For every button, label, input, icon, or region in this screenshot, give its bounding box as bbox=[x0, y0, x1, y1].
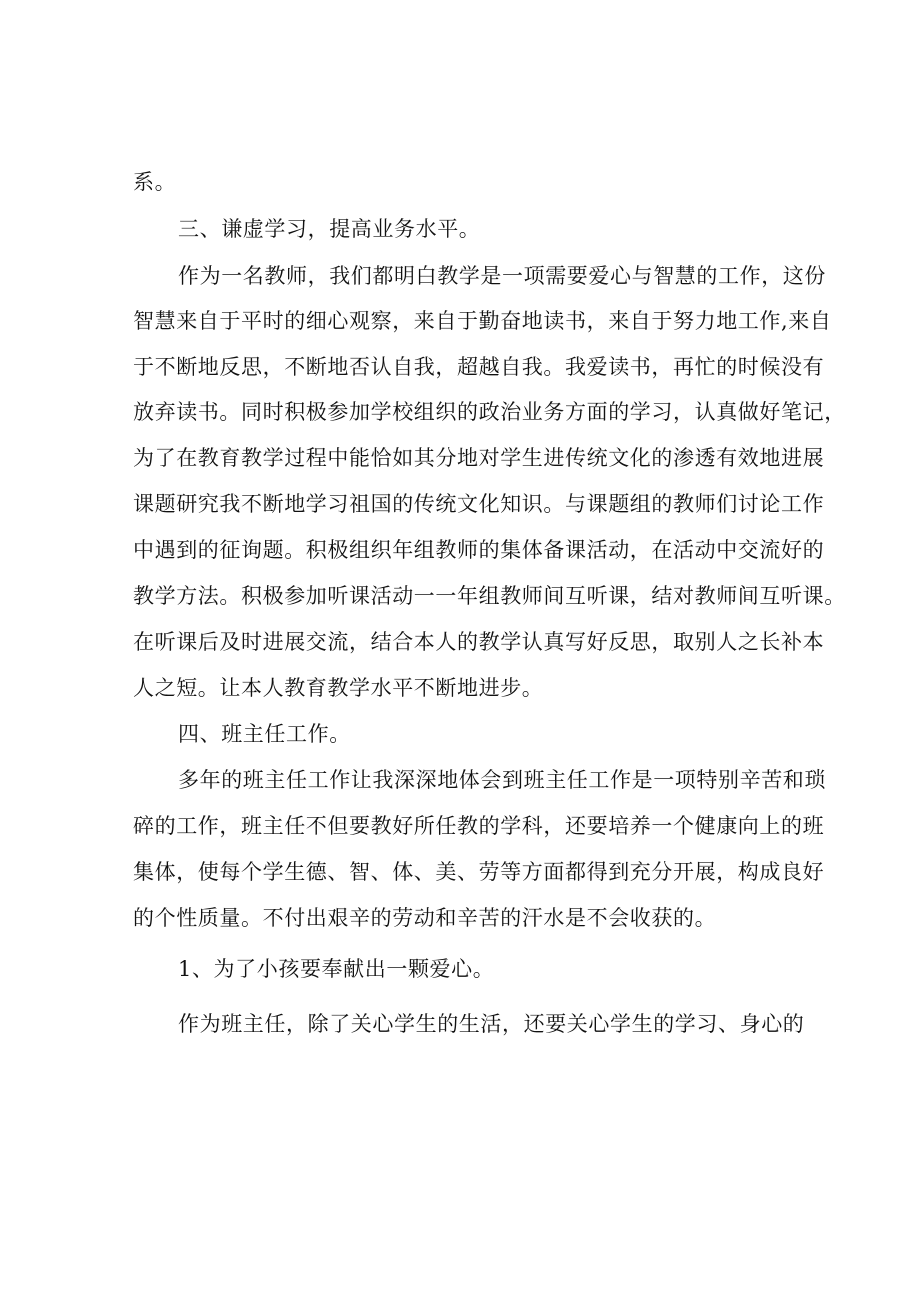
paragraph-line: 智慧来自于平时的细心观察，来自于勤奋地读书，来自于努力地工作,来自 bbox=[133, 309, 832, 333]
paragraph-line: 于不断地反思，不断地否认自我，超越自我。我爱读书，再忙的时候没有 bbox=[133, 355, 825, 379]
paragraph-line: 作为一名教师，我们都明白教学是一项需要爱心与智慧的工作，这份 bbox=[178, 264, 826, 288]
paragraph-line: 的个性质量。不付出艰辛的劳动和辛苦的汗水是不会收获的。 bbox=[133, 906, 717, 930]
section-heading-3: 三、谦虚学习，提高业务水平。 bbox=[178, 217, 481, 241]
paragraph-line: 课题研究我不断地学习祖国的传统文化知识。与课题组的教师们讨论工作 bbox=[133, 492, 825, 516]
paragraph-line: 在听课后及时进展交流，结合本人的教学认真写好反思，取别人之长补本 bbox=[133, 630, 825, 654]
paragraph-line: 作为班主任，除了关心学生的生活，还要关心学生的学习、身心的 bbox=[178, 1012, 805, 1036]
paragraph-line: 放弃读书。同时积极参加学校组织的政治业务方面的学习，认真做好笔记， bbox=[133, 400, 846, 424]
subsection-heading-1: 1、为了小孩要奉献出一颗爱心。 bbox=[178, 957, 495, 981]
paragraph-line: 中遇到的征询题。积极组织年组教师的集体备课活动，在活动中交流好的 bbox=[133, 538, 825, 562]
paragraph-line: 人之短。让本人教育教学水平不断地进步。 bbox=[133, 676, 544, 700]
section-heading-4: 四、班主任工作。 bbox=[178, 722, 351, 746]
paragraph-line: 教学方法。积极参加听课活动一一年组教师间互听课，结对教师间互听课。 bbox=[133, 584, 846, 608]
paragraph-line: 为了在教育教学过程中能恰如其分地对学生进传统文化的渗透有效地进展 bbox=[133, 446, 825, 470]
paragraph-line: 集体，使每个学生德、智、体、美、劳等方面都得到充分开展，构成良好 bbox=[133, 860, 825, 884]
paragraph-continuation: 系。 bbox=[133, 170, 177, 194]
paragraph-line: 多年的班主任工作让我深深地体会到班主任工作是一项特别辛苦和琐 bbox=[178, 768, 826, 792]
paragraph-line: 碎的工作，班主任不但要教好所任教的学科，还要培养一个健康向上的班 bbox=[133, 814, 825, 838]
